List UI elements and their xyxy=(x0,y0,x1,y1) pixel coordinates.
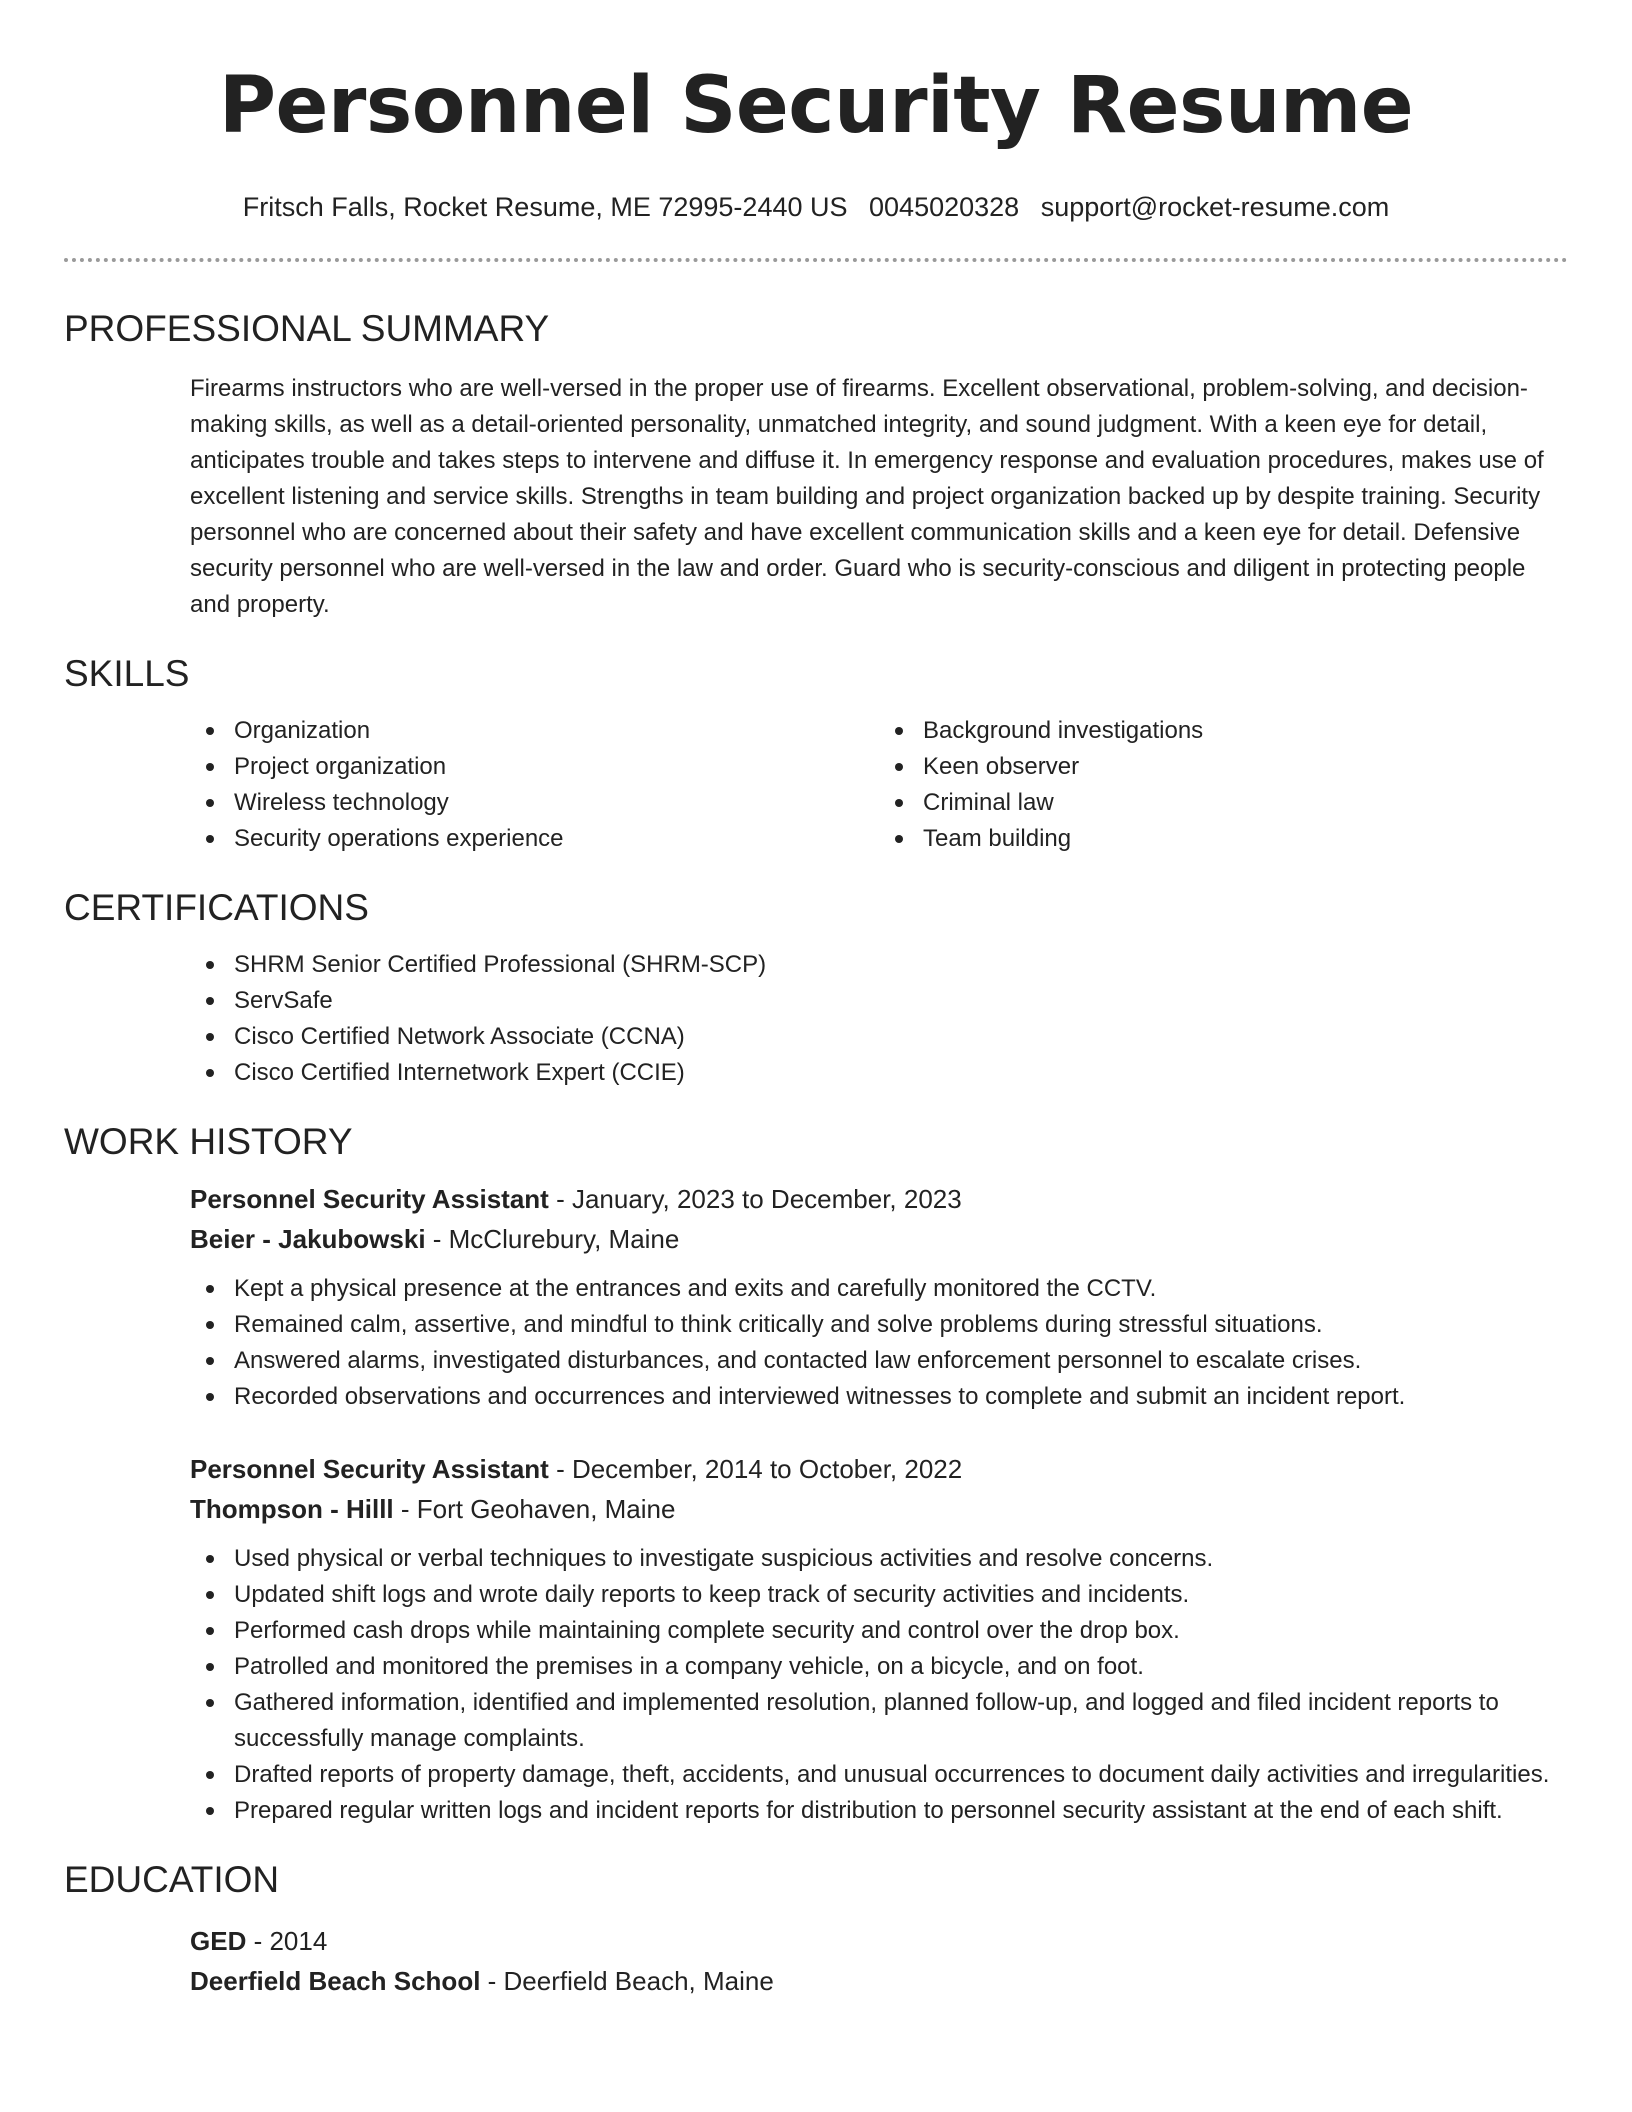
contact-email[interactable]: support@rocket-resume.com xyxy=(1040,192,1390,222)
job-company: Beier - Jakubowski xyxy=(190,1224,426,1254)
contact-address: Fritsch Falls, Rocket Resume, ME 72995-2440 US xyxy=(242,192,848,222)
job-location: - Fort Geohaven, Maine xyxy=(393,1494,676,1524)
job-dates: - December, 2014 to October, 2022 xyxy=(548,1454,963,1484)
skills-heading: SKILLS xyxy=(64,653,190,694)
header-divider xyxy=(64,258,1568,262)
job-bullet: Performed cash drops while maintaining complete security and control over the drop box. xyxy=(234,1613,1568,1649)
job-bullet: Prepared regular written logs and incident reports for distribution to personnel security assistant at the end of each shift. xyxy=(234,1793,1568,1829)
job-title: Personnel Security Assistant xyxy=(190,1184,549,1214)
summary-heading: PROFESSIONAL SUMMARY xyxy=(64,308,550,349)
skill-item: Team building xyxy=(923,821,1568,857)
skill-item: Organization xyxy=(234,713,879,749)
summary-text: Firearms instructors who are well-versed in the proper use of firearms. Excellent observational, problem-solving, and decision-making skills, as well as a detail-oriented personality, unmatched integrity, and sound judgment. With a keen eye for detail, anticipates trouble and takes steps to intervene and diffuse it. In emergency response and evaluation procedures, makes use of excellent listening and service skills. Strengths in team building and project organization backed up by despite training. Security personnel who are concerned about their safety and have excellent communication skills and a keen eye for detail. Defensive security personnel who are well-versed in the law and order. Guard who is security-conscious and diligent in protecting people and property. xyxy=(190,375,1544,618)
resume-title: Personnel Security Resume xyxy=(218,61,1414,151)
job-bullet: Answered alarms, investigated disturbances, and contacted law enforcement personnel to escalate crises. xyxy=(234,1343,1568,1379)
job-bullet: Recorded observations and occurrences and interviewed witnesses to complete and submit an incident report. xyxy=(234,1379,1568,1415)
job-bullet: Gathered information, identified and implemented resolution, planned follow-up, and logged and filed incident reports to successfully manage complaints. xyxy=(234,1685,1568,1757)
education-school-line xyxy=(190,1961,1568,2001)
job-bullet: Drafted reports of property damage, theft, accidents, and unusual occurrences to document daily activities and irregularities. xyxy=(234,1757,1568,1793)
education-school: Deerfield Beach School xyxy=(190,1966,481,1996)
job-title-line xyxy=(190,1179,1568,1219)
skills-list-left xyxy=(190,713,879,857)
job-bullets xyxy=(190,1541,1568,1829)
education-degree: GED xyxy=(190,1926,247,1956)
skills-grid xyxy=(190,713,1568,857)
skill-item: Keen observer xyxy=(923,749,1568,785)
job-company-line xyxy=(190,1219,1568,1259)
education-heading: EDUCATION xyxy=(64,1859,280,1900)
certification-item: Cisco Certified Internetwork Expert (CCIE) xyxy=(234,1055,1568,1091)
certification-item: ServSafe xyxy=(234,983,1568,1019)
job-location: - McClurebury, Maine xyxy=(425,1224,680,1254)
skills-list-right xyxy=(879,713,1568,857)
skill-item: Security operations experience xyxy=(234,821,879,857)
education-degree-line xyxy=(190,1921,1568,1961)
contact-phone: 0045020328 xyxy=(869,192,1020,222)
job-bullet: Remained calm, assertive, and mindful to think critically and solve problems during stressful situations. xyxy=(234,1307,1568,1343)
job-entry xyxy=(190,1449,1568,1829)
job-bullet: Updated shift logs and wrote daily reports to keep track of security activities and incidents. xyxy=(234,1577,1568,1613)
certifications-section xyxy=(64,885,1568,1091)
education-location: - Deerfield Beach, Maine xyxy=(480,1966,774,1996)
job-bullet: Used physical or verbal techniques to investigate suspicious activities and resolve concerns. xyxy=(234,1541,1568,1577)
summary-section xyxy=(64,306,1568,623)
certifications-list xyxy=(190,947,1568,1091)
education-entry xyxy=(190,1921,1568,2001)
certifications-heading: CERTIFICATIONS xyxy=(64,887,369,928)
education-year: - 2014 xyxy=(246,1926,328,1956)
skills-section xyxy=(64,651,1568,857)
job-dates: - January, 2023 to December, 2023 xyxy=(548,1184,962,1214)
job-company-line xyxy=(190,1489,1568,1529)
skill-item: Criminal law xyxy=(923,785,1568,821)
job-company: Thompson - Hilll xyxy=(190,1494,394,1524)
education-section xyxy=(64,1857,1568,2001)
resume-page xyxy=(64,0,1568,2001)
job-bullet: Patrolled and monitored the premises in a company vehicle, on a bicycle, and on foot. xyxy=(234,1649,1568,1685)
work-section xyxy=(64,1119,1568,1829)
job-entry xyxy=(190,1179,1568,1415)
work-heading: WORK HISTORY xyxy=(64,1121,353,1162)
skill-item: Background investigations xyxy=(923,713,1568,749)
job-bullets xyxy=(190,1271,1568,1415)
job-title-line xyxy=(190,1449,1568,1489)
job-bullet: Kept a physical presence at the entrances and exits and carefully monitored the CCTV. xyxy=(234,1271,1568,1307)
job-title: Personnel Security Assistant xyxy=(190,1454,549,1484)
certification-item: SHRM Senior Certified Professional (SHRM-SCP) xyxy=(234,947,1568,983)
skill-item: Project organization xyxy=(234,749,879,785)
certification-item: Cisco Certified Network Associate (CCNA) xyxy=(234,1019,1568,1055)
skill-item: Wireless technology xyxy=(234,785,879,821)
contact-line xyxy=(64,190,1568,224)
